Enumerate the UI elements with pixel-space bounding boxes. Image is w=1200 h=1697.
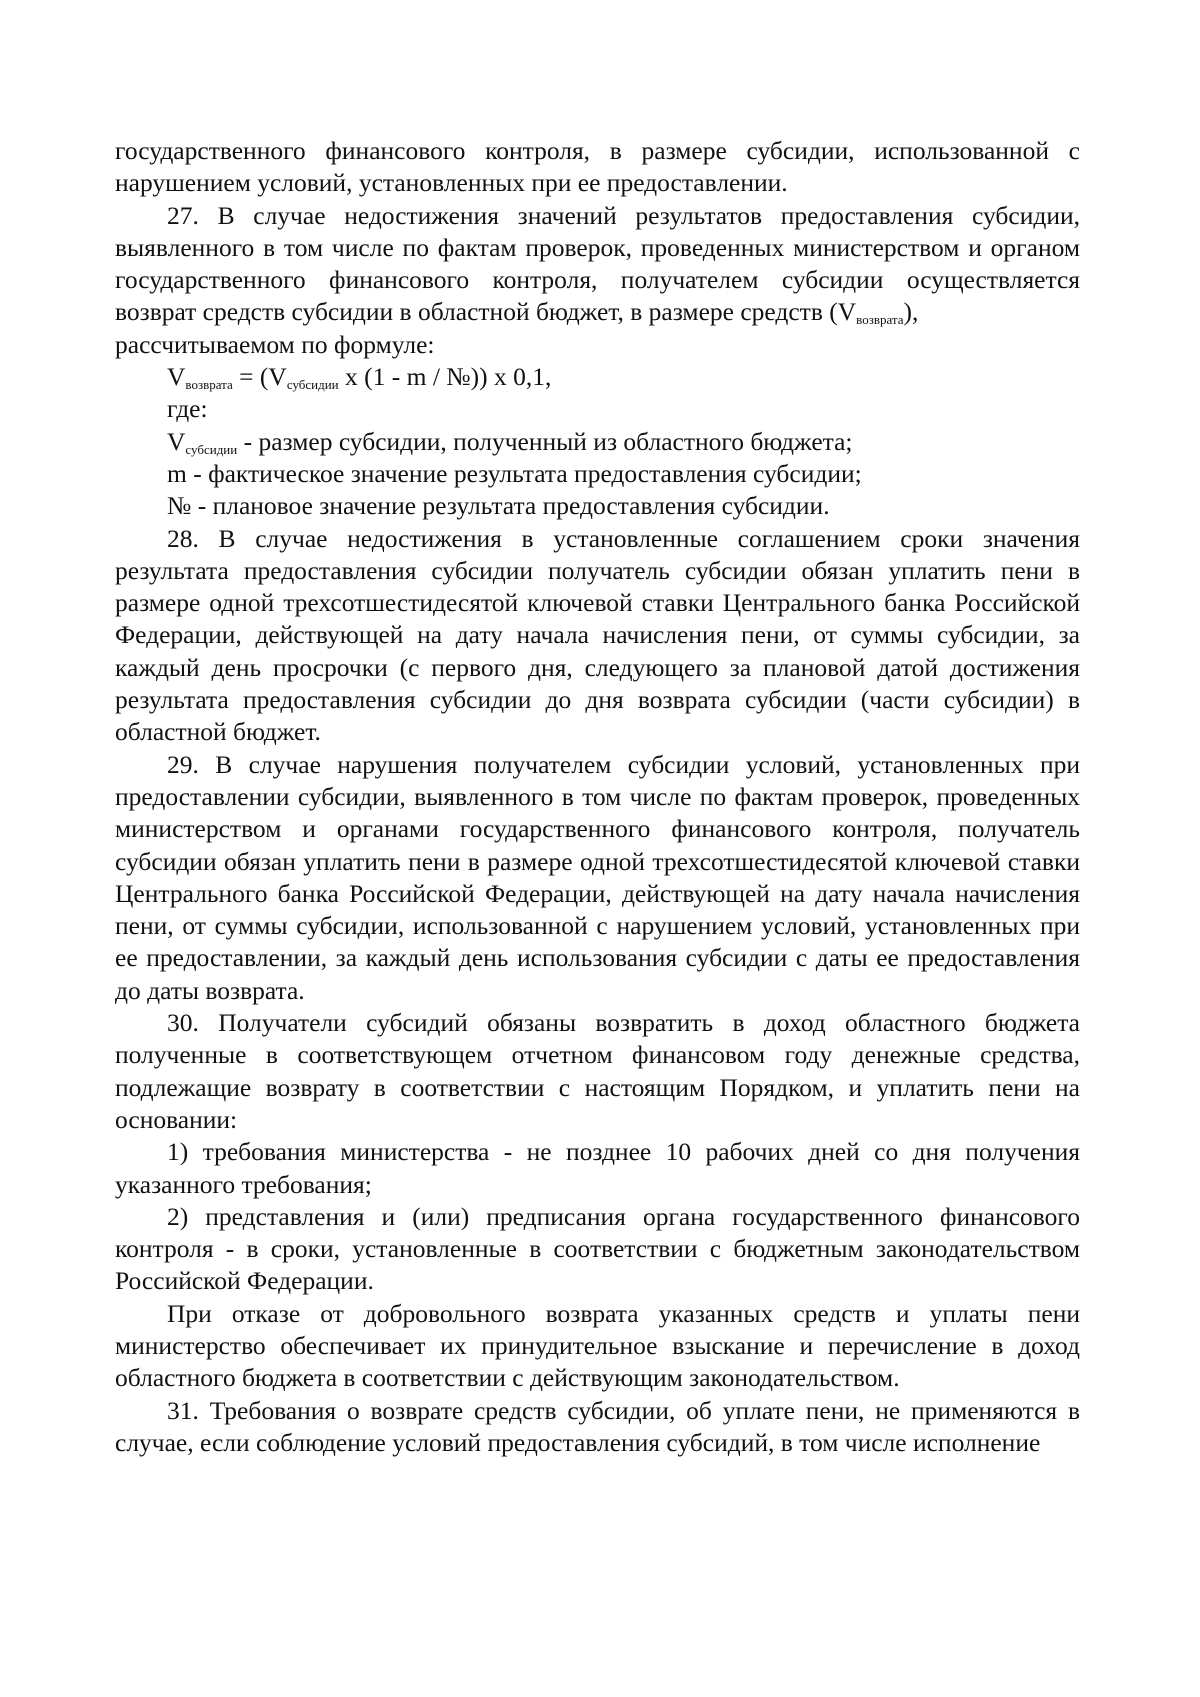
paragraph-28: 28. В случае недостижения в установленные соглашением сроки значения результата предоставления субсидии получатель субсидии обязан уплатить пени в размере одной трехсотшестидесятой ключевой ставки Центрального банка Российской Федерации, действующей на дату начала начисления пени, от суммы субсидии, за каждый день просрочки (с первого дня, следующего за плановой датой достижения результата предоставления субсидии до дня возврата субсидии (части субсидии) в областной бюджет. (115, 523, 1080, 747)
where-label: где: (167, 394, 208, 424)
formula-lhs: V (167, 362, 186, 392)
paragraph-27-text: 27. В случае недостижения значений результатов предоставления субсидии, выявленного в том числе по фактам проверок, проведенных министерством и органом государственного финансового контроля, получателем субсидии осуществляется возврат средств субсидии в областной бюджет, в размере средств (V (115, 200, 1080, 327)
definition-v-subsidy (115, 426, 1080, 458)
definition-v-text: - размер субсидии, полученный из областного бюджета; (237, 426, 853, 456)
paragraph-30-item-2: 2) представления и (или) предписания органа государственного финансового контроля - в сроки, установленные в соответствии с бюджетным законодательством Российской Федерации. (115, 1201, 1080, 1296)
formula-rest: x (1 - m / №)) x 0,1, (338, 362, 552, 392)
formula-eq: = (V (232, 362, 287, 392)
definition-m: m - фактическое значение результата предоставления субсидии; (167, 458, 862, 488)
definition-plan: № - плановое значение результата предоставления субсидии. (167, 491, 830, 521)
definition-v-var: V (167, 426, 186, 456)
formula-rhs-subscript: субсидии (286, 377, 339, 393)
paragraph-31: 31. Требования о возврате средств субсидии, об уплате пени, не применяются в случае, если соблюдение условий предоставления субсидий, в том числе исполнение (115, 1395, 1080, 1457)
document-page (115, 135, 1080, 1459)
paragraph-29: 29. В случае нарушения получателем субсидии условий, установленных при предоставлении субсидии, выявленного в том числе по фактам проверок, проведенных министерством и органами государственного финансового контроля, получатель субсидии обязан уплатить пени в размере одной трехсотшестидесятой ключевой ставки Центрального банка Российской Федерации, действующей на дату начала начисления пени, от суммы субсидии, использованной с нарушением условий, установленных при ее предоставлении, за каждый день использования субсидии с даты ее предоставления до даты возврата. (115, 749, 1080, 1005)
paragraph-30: 30. Получатели субсидий обязаны возвратить в доход областного бюджета полученные в соответствующем отчетном финансовом году денежные средства, подлежащие возврату в соответствии с настоящим Порядком, и уплатить пени на основании: (115, 1008, 1080, 1134)
paragraph-27-subscript: возврата (856, 312, 904, 328)
paragraph-30-item-1: 1) требования министерства - не позднее 10 рабочих дней со дня получения указанного требования; (115, 1137, 1080, 1199)
paragraph-27-line2: рассчитываемом по формуле: (115, 329, 435, 359)
paragraph-27 (115, 200, 1080, 329)
paragraph-refusal: При отказе от добровольного возврата указанных средств и уплаты пени министерство обеспечивает их принудительное взыскание и перечисление в доход областного бюджета в соответствии с действующим законодательством. (115, 1298, 1080, 1393)
paragraph-27-tail: ), (903, 297, 919, 327)
paragraph-intro: государственного финансового контроля, в размере субсидии, использованной с нарушением условий, установленных при ее предоставлении. (115, 136, 1080, 198)
definition-v-subscript: субсидии (185, 441, 238, 457)
formula (115, 361, 1080, 393)
formula-lhs-subscript: возврата (185, 377, 233, 393)
